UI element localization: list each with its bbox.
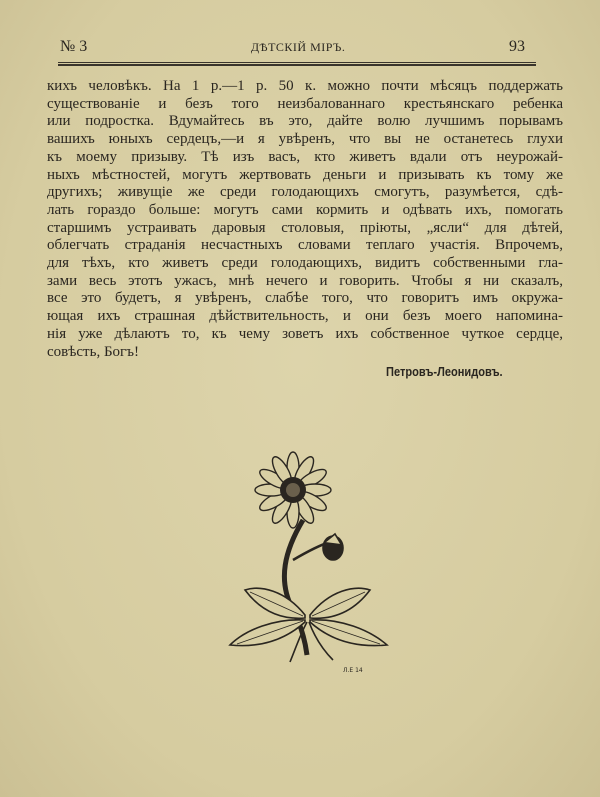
text-line: лать гораздо больше: могутъ сами кормить и одѣвать ихъ, помогать bbox=[47, 201, 563, 218]
text-line: зами весь этотъ ужасъ, мнѣ нечего и говорить. Чтобы я ни сказалъ, bbox=[47, 272, 563, 289]
text-line: вашихъ юныхъ сердецъ,—и я увѣренъ, что вы не останетесь глухи bbox=[47, 131, 563, 148]
text-line: кихъ человѣкъ. На 1 р.—1 р. 50 к. можно почти мѣсяцъ поддержать bbox=[47, 78, 563, 94]
flower-head bbox=[255, 452, 331, 528]
text-line: ющая ихъ страшная дѣйствительность, и они безъ моего напомина- bbox=[47, 308, 563, 325]
header-rule bbox=[58, 62, 536, 66]
text-line: къ моему призыву. Тѣ изъ васъ, кто живетъ вдали отъ неурожай- bbox=[47, 148, 563, 165]
text-line: облегчать страданія несчастныхъ словами теплаго участія. Впрочемъ, bbox=[47, 237, 563, 254]
running-header bbox=[60, 38, 530, 58]
text-line: все это будетъ, я увѣренъ, слабѣе того, что говоритъ имъ окружа- bbox=[47, 290, 563, 307]
text-line: другихъ; живущіе же среди голодающихъ смогутъ, разумѣется, сдѣ- bbox=[47, 184, 563, 201]
text-line: нія уже дѣлаютъ то, къ чему зоветъ ихъ собственное чуткое сердце, bbox=[47, 325, 563, 342]
svg-text:Л.Е 14: Л.Е 14 bbox=[343, 667, 363, 674]
text-line: ныхъ мѣстностей, могутъ жертвовать деньги и призывать къ тому же bbox=[47, 166, 563, 183]
flower-illustration bbox=[215, 450, 405, 675]
issue-number: № 3 bbox=[60, 38, 88, 55]
text-line: существованіе и безъ того неизбалованнаго крестьянскаго ребенка bbox=[47, 95, 563, 112]
journal-title: ДѢТСКІЙ МІРЪ. bbox=[250, 40, 346, 54]
text-line: или подростка. Вдумайтесь въ это, дайте волю лучшимъ порывамъ bbox=[47, 113, 563, 130]
text-line: совѣсть, Богъ! bbox=[47, 343, 139, 360]
text-line: для тѣхъ, кто живетъ среди голодающихъ, видитъ собственными гла- bbox=[47, 255, 563, 272]
article-body bbox=[47, 78, 563, 361]
author-signature: Петровъ-Леонидовъ. bbox=[386, 364, 503, 379]
text-line: старшимъ устраивать даровыя столовыя, пріюты, „ясли“ для дѣтей, bbox=[47, 219, 563, 236]
page-number: 93 bbox=[508, 38, 525, 55]
